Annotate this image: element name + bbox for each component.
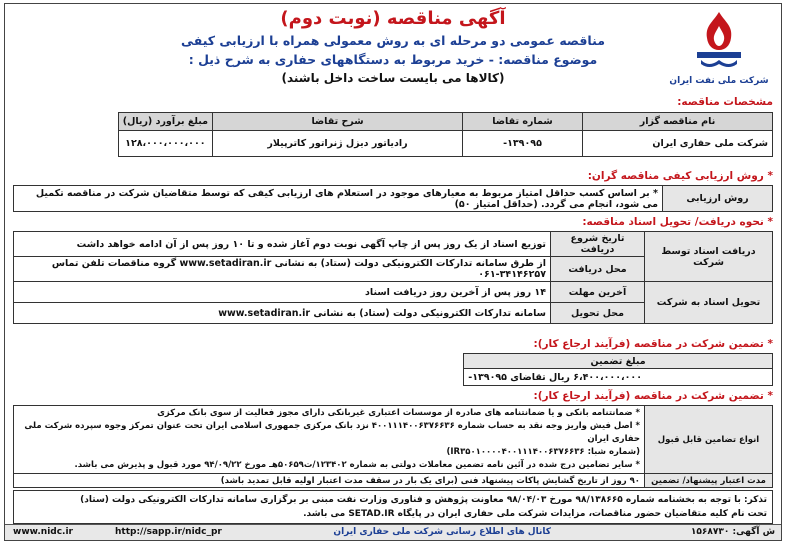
docs-place-text: از طرق سامانه تدارکات الکترونیکی دولت (ستاد) به نشانی www.setadiran.ir گروه مناقصات تلفن تماس ۳۴۱۴۶۲۵۷-۰۶۱ [14, 257, 551, 282]
specs-cell: رادیاتور دیزل ژنراتور کاترپیلار [213, 131, 463, 157]
ad-subtitle: مناقصه عمومی دو مرحله ای به روش معمولی همراه با ارزیابی کیفی [181, 33, 605, 48]
section-guarantee-title: * تضمین شرکت در مناقصه (فرآیند ارجاع کار): [533, 338, 773, 350]
section-guarantee2-title: * تضمین شرکت در مناقصه (فرآیند ارجاع کار): [533, 390, 773, 402]
eval-table [13, 185, 773, 212]
guarantee-label: مبلغ تضمین [464, 354, 773, 369]
specs-cell: ۱۳۹۰۹۵- [463, 131, 583, 157]
ad-subject: موضوع مناقصه: - خرید مربوط به دستگاههای حفاری به شرح ذیل : [188, 52, 598, 67]
section-eval-title: * روش ارزیابی کیفی مناقصه گران: [587, 170, 773, 182]
docs-dplace-label: محل تحویل [551, 303, 645, 324]
channels-label: کانال های اطلاع رسانی شرکت ملی حفاری ایران [333, 527, 551, 537]
specs-table [118, 112, 773, 157]
types-label: انواع تضامین قابل قبول [645, 406, 773, 474]
docs-deadline-text: ۱۴ روز پس از آخرین روز دریافت اسناد [14, 282, 551, 303]
types-line: * ضمانتنامه بانکی و یا ضمانتنامه های صادره از موسسات اعتباری غیربانکی دارای مجوز فعالیت از سوی بانک مرکزی [157, 408, 640, 418]
ad-title: آگهی مناقصه (نوبت دوم) [280, 8, 506, 29]
sapp-link[interactable]: http://sapp.ir/nidc_pr [115, 527, 222, 537]
nioc-flame-icon [687, 8, 751, 72]
eval-label: روش ارزیابی [663, 186, 773, 212]
specs-header-cell: مبلغ برآورد (ریال) [118, 113, 212, 131]
types-text [14, 406, 645, 474]
specs-header-cell: شرح تقاضا [213, 113, 463, 131]
docs-row [14, 282, 773, 303]
docs-deadline-label: آخرین مهلت [551, 282, 645, 303]
guarantee-table [463, 353, 773, 386]
docs-dplace-text: سامانه تدارکات الکترونیکی دولت (ستاد) به نشانی www.setadiran.ir [14, 303, 551, 324]
specs-header-cell: نام مناقصه گزار [583, 113, 773, 131]
validity-row [14, 474, 773, 488]
types-table [13, 405, 773, 488]
docs-table [13, 231, 773, 324]
types-row [14, 406, 773, 474]
logo-caption: شرکت ملی نفت ایران [669, 76, 769, 86]
tender-ad-page [4, 3, 782, 541]
ad-note: (کالاها می بایست ساخت داخل باشند) [281, 71, 505, 85]
specs-cell: ۱۲۸،۰۰۰،۰۰۰،۰۰۰ [118, 131, 212, 157]
guarantee-value: ۶،۴۰۰،۰۰۰،۰۰۰ ریال تقاضای ۱۳۹۰۹۵- [464, 369, 773, 386]
docs-start-label: تاریخ شروع دریافت [551, 232, 645, 257]
eval-row [14, 186, 773, 212]
website-link[interactable]: www.nidc.ir [13, 527, 73, 537]
docs-receive-label: دریافت اسناد توسط شرکت [645, 232, 773, 282]
guarantee-value-row [464, 369, 773, 386]
specs-cell: شرکت ملی حفاری ایران [583, 131, 773, 157]
types-line: * سایر تضامین درج شده در آئین نامه تضمین معاملات دولتی به شماره ۱۲۳۴۰۲/ت۵۰۶۵۹هـ مورخ ۹۴/۰۹/۲۲ مورد قبول و پذیرش می باشد. [74, 460, 640, 470]
types-line: * اصل فیش واریز وجه نقد به حساب شماره ۴۰۰۱۱۱۴۰۰۶۳۷۶۶۳۶ نزد بانک مرکزی جمهوری اسلامی ایران تحت عنوان تمرکز وجوه سپرده شرکت ملی حفاری ایران [24, 421, 640, 444]
footer-bar [5, 524, 781, 540]
section-specs-title: مشخصات مناقصه: [677, 96, 773, 108]
docs-start-text: توزیع اسناد از یک روز پس از چاپ آگهی نوبت دوم آغاز شده و تا ۱۰ روز پس از آن ادامه خواهد داشت [14, 232, 551, 257]
types-line: (شماره شبا: IR۳۵۰۱۰۰۰۰۴۰۰۱۱۱۴۰۰۶۳۷۶۶۳۶) [446, 447, 640, 457]
guarantee-label-row [464, 354, 773, 369]
specs-header-row [118, 113, 772, 131]
footer-note-line: تذکر: با توجه به بخشنامه شماره ۹۸/۱۳۸۶۶۵ مورخ ۹۸/۰۴/۰۳ معاونت پژوهش و فناوری وزارت نفت مبنی بر برگزاری سامانه تدارکات الکترونیکی دولت (ستاد) [80, 495, 767, 505]
specs-header-cell: شماره تقاضا [463, 113, 583, 131]
ad-number: ش آگهی: ۱۵۶۸۷۳۰ [690, 527, 775, 537]
validity-text: ۹۰ روز از تاریخ گشایش پاکات پیشنهاد فنی (برای یک بار در سقف مدت اعتبار اولیه قابل تمدید باشد) [14, 474, 645, 488]
eval-text: * بر اساس کسب حداقل امتیاز مربوط به معیارهای موجود در استعلام های ارزیابی کیفی که توسط متقاضیان شرکت در مناقصه تکمیل می شود، انجام می گردد. (حداقل امتیاز ۵۰) [14, 186, 663, 212]
specs-data-row [118, 131, 772, 157]
section-docs-title: * نحوه دریافت/ تحویل اسناد مناقصه: [582, 216, 773, 228]
docs-place-label: محل دریافت [551, 257, 645, 282]
ad-header [135, 8, 651, 85]
validity-label: مدت اعتبار پیشنهاد/ تضمین [645, 474, 773, 488]
footer-note-line: تحت نام کلیه متقاضیان حضور مناقصات، مزایدات شرکت ملی حفاری ایران در پایگاه SETAD.IR می باشد. [303, 509, 767, 519]
footer-note [13, 490, 773, 524]
docs-row [14, 232, 773, 257]
docs-deliver-label: تحویل اسناد به شرکت [645, 282, 773, 324]
nioc-logo [663, 8, 775, 86]
